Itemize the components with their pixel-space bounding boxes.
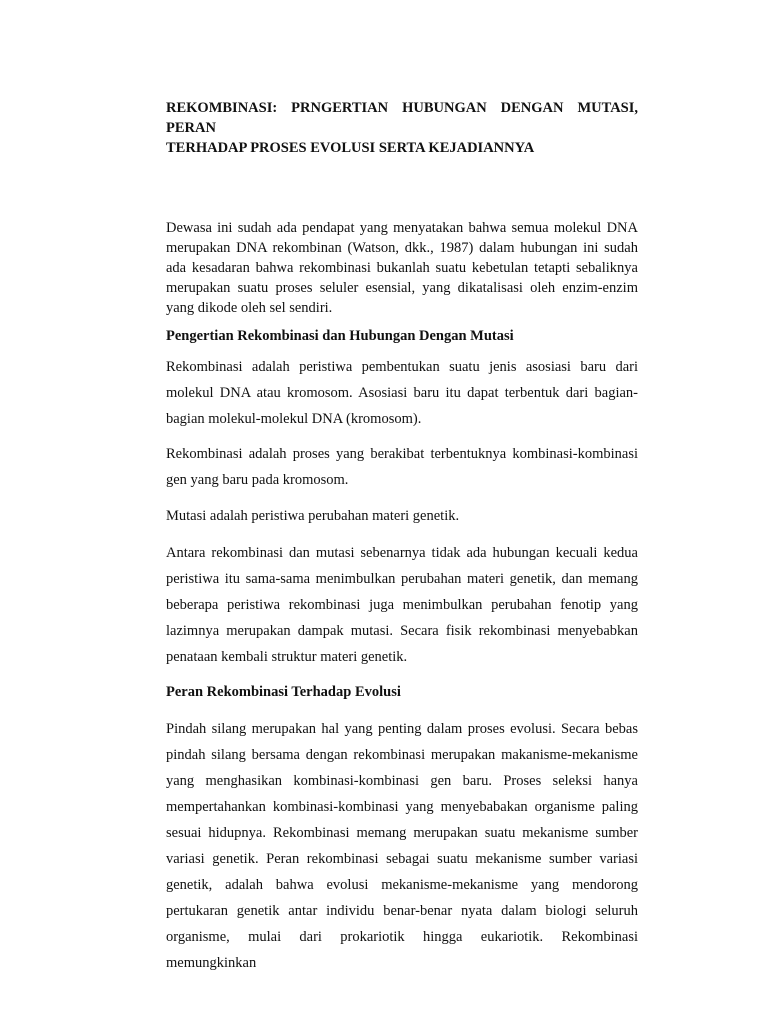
title-line-1: REKOMBINASI: PRNGERTIAN HUBUNGAN DENGAN MUTASI, PERAN xyxy=(166,100,638,136)
title-line-2: TERHADAP PROSES EVOLUSI SERTA KEJADIANNYA xyxy=(166,140,535,156)
document-body xyxy=(166,98,638,976)
section-heading-definition: Pengertian Rekombinasi dan Hubungan Dengan Mutasi xyxy=(166,328,514,344)
paragraph-definition-2: Rekombinasi adalah proses yang berakibat terbentuknya kombinasi-kombinasi gen yang baru pada kromosom. xyxy=(166,446,638,488)
paragraph-evolution: Pindah silang merupakan hal yang penting dalam proses evolusi. Secara bebas pindah silang bersama dengan rekombinasi merupakan makanisme-mekanisme yang menghasikan kombinasi-kombinasi gen baru. Proses seleksi hanya mempertahankan kombinasi-kombinasi yang menyebabakan organisme paling sesuai hidupnya. Rekombinasi memang merupakan suatu mekanisme sumber variasi genetik. Peran rekombinasi sebagai suatu mekanisme sumber variasi genetik, adalah bahwa evolusi mekanisme-mekanisme yang mendorong pertukaran genetik antar individu benar-benar nyata dalam biologi seluruh organisme, mulai dari prokariotik hingga eukariotik. Rekombinasi memungkinkan xyxy=(166,721,638,971)
document-title xyxy=(166,98,638,158)
section-heading-evolution: Peran Rekombinasi Terhadap Evolusi xyxy=(166,684,401,700)
paragraph-relation: Antara rekombinasi dan mutasi sebenarnya tidak ada hubungan kecuali kedua peristiwa itu sama-sama menimbulkan perubahan materi genetik, dan memang beberapa peristiwa rekombinasi juga menimbulkan perubahan fenotip yang lazimnya merupakan dampak mutasi. Secara fisik rekombinasi menyebabkan penataan kembali struktur materi genetik. xyxy=(166,545,638,665)
intro-paragraph: Dewasa ini sudah ada pendapat yang menyatakan bahwa semua molekul DNA merupakan DNA rekombinan (Watson, dkk., 1987) dalam hubungan ini sudah ada kesadaran bahwa rekombinasi bukanlah suatu kebetulan tetapti sebaliknya merupakan suatu proses seluler esensial, yang dikatalisasi oleh enzim-enzim yang dikode oleh sel sendiri. xyxy=(166,220,638,316)
paragraph-definition-1: Rekombinasi adalah peristiwa pembentukan suatu jenis asosiasi baru dari molekul DNA atau kromosom. Asosiasi baru itu dapat terbentuk dari bagian-bagian molekul-molekul DNA (kromosom). xyxy=(166,359,638,427)
paragraph-mutation: Mutasi adalah peristiwa perubahan materi genetik. xyxy=(166,508,460,524)
